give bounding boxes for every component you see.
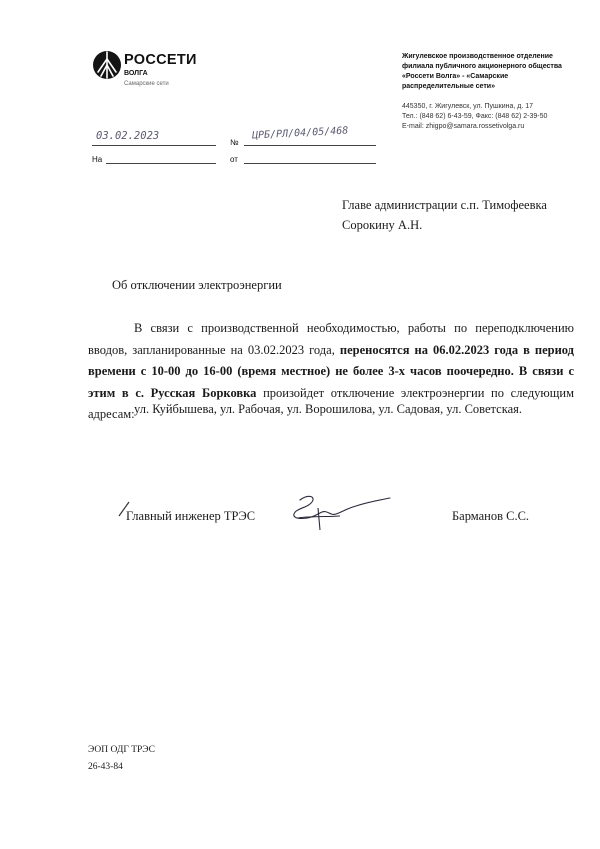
ot-underline — [244, 163, 376, 164]
body-text-normal: В связи с производственной необходимостью, работы по переподключению вводов, запланированные на 03.02.2023 года, — [88, 321, 574, 357]
street-list: ул. Куйбышева, ул. Рабочая, ул. Ворошилова, ул. Садовая, ул. Советская. — [134, 402, 523, 416]
org-line: филиала публичного акционерного общества — [402, 63, 562, 70]
outgoing-date: 03.02.2023 — [96, 130, 160, 142]
body-text-bold: переносятся на 06.02.2023 года в период времени с 10-00 до 16-00 (время местное) не более 3-х часов поочередно. В связи с этим в с. Русская Борковка — [88, 342, 574, 400]
phone-fax-line: Тел.: (848 62) 6-43-59, Факс: (848 62) 2-39-50 — [402, 113, 548, 120]
organization-contacts — [402, 102, 577, 132]
logo-region: Самарские сети — [124, 81, 169, 87]
body-text-end: произойдет отключение электроэнергии по следующим адресам: — [88, 385, 574, 421]
handwritten-signature — [278, 486, 398, 531]
org-line: Жигулевское производственное отделение — [402, 53, 553, 60]
email-line: E-mail: zhigpo@samara.rossetivolga.ru — [402, 123, 525, 130]
executor-department: ЭОП ОДГ ТРЭС — [88, 745, 155, 755]
outgoing-number: ЦРБ/РЛ/04/05/468 — [251, 125, 349, 142]
logo-subtitle: ВОЛГА — [124, 70, 148, 77]
number-label: № — [230, 138, 239, 147]
org-line: распределительные сети» — [402, 83, 495, 90]
organization-name — [402, 52, 572, 92]
addressee — [342, 195, 547, 235]
rosseti-logo-icon — [92, 48, 122, 82]
signer-name: Барманов С.С. — [452, 509, 530, 523]
addressee-name: Сорокину А.Н. — [342, 218, 423, 232]
address-line: 445350, г. Жигулевск, ул. Пушкина, д. 17 — [402, 103, 534, 110]
na-label: На — [92, 155, 103, 164]
na-underline — [106, 163, 216, 164]
org-line: «Россети Волга» - «Самарские — [402, 73, 509, 80]
letter-subject: Об отключении электроэнергии — [112, 278, 282, 292]
executor-phone: 26-43-84 — [88, 762, 123, 772]
signer-title: Главный инженер ТРЭС — [126, 509, 256, 523]
logo-name: РОССЕТИ — [124, 52, 197, 68]
addressee-position: Главе администрации с.п. Тимофеевка — [342, 198, 547, 212]
ot-label: от — [230, 155, 238, 164]
date-underline — [92, 145, 216, 146]
number-underline — [244, 145, 376, 146]
executor-info — [88, 742, 155, 776]
